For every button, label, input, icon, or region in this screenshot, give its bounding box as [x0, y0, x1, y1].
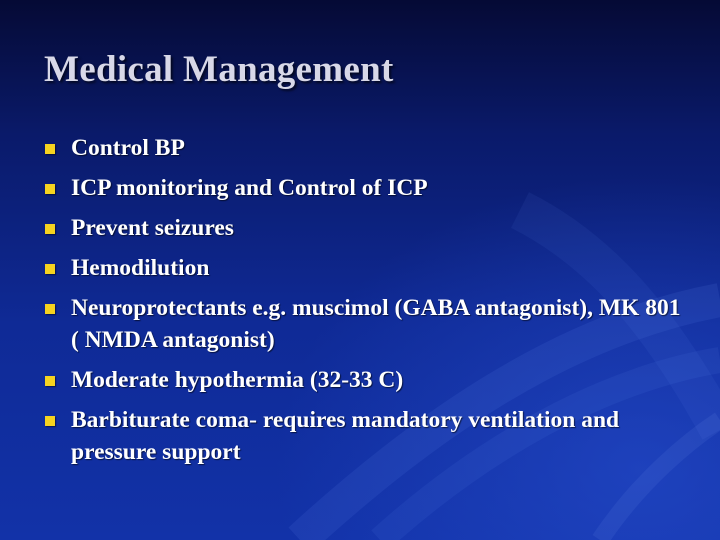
square-bullet-icon	[45, 376, 55, 386]
bullet-text: Neuroprotectants e.g. muscimol (GABA antagonist), MK 801 ( NMDA antagonist)	[71, 295, 681, 353]
square-bullet-icon	[45, 184, 55, 194]
bullet-item	[44, 404, 684, 468]
bullet-item	[44, 364, 684, 396]
bullet-item	[44, 252, 684, 284]
bullet-text: Barbiturate coma- requires mandatory ventilation and pressure support	[71, 407, 620, 465]
bullet-text: Hemodilution	[71, 255, 210, 281]
bullet-text: ICP monitoring and Control of ICP	[71, 175, 428, 201]
square-bullet-icon	[45, 264, 55, 274]
slide-title: Medical Management	[44, 49, 394, 90]
square-bullet-icon	[45, 416, 55, 426]
square-bullet-icon	[45, 144, 55, 154]
bullet-item	[44, 172, 684, 204]
bullet-text: Prevent seizures	[71, 215, 234, 241]
bullet-text: Moderate hypothermia (32-33 C)	[71, 367, 404, 393]
bullet-item	[44, 132, 684, 164]
square-bullet-icon	[45, 304, 55, 314]
bullet-item	[44, 292, 684, 356]
square-bullet-icon	[45, 224, 55, 234]
bullet-list	[44, 132, 684, 476]
bullet-item	[44, 212, 684, 244]
bullet-text: Control BP	[71, 135, 185, 161]
